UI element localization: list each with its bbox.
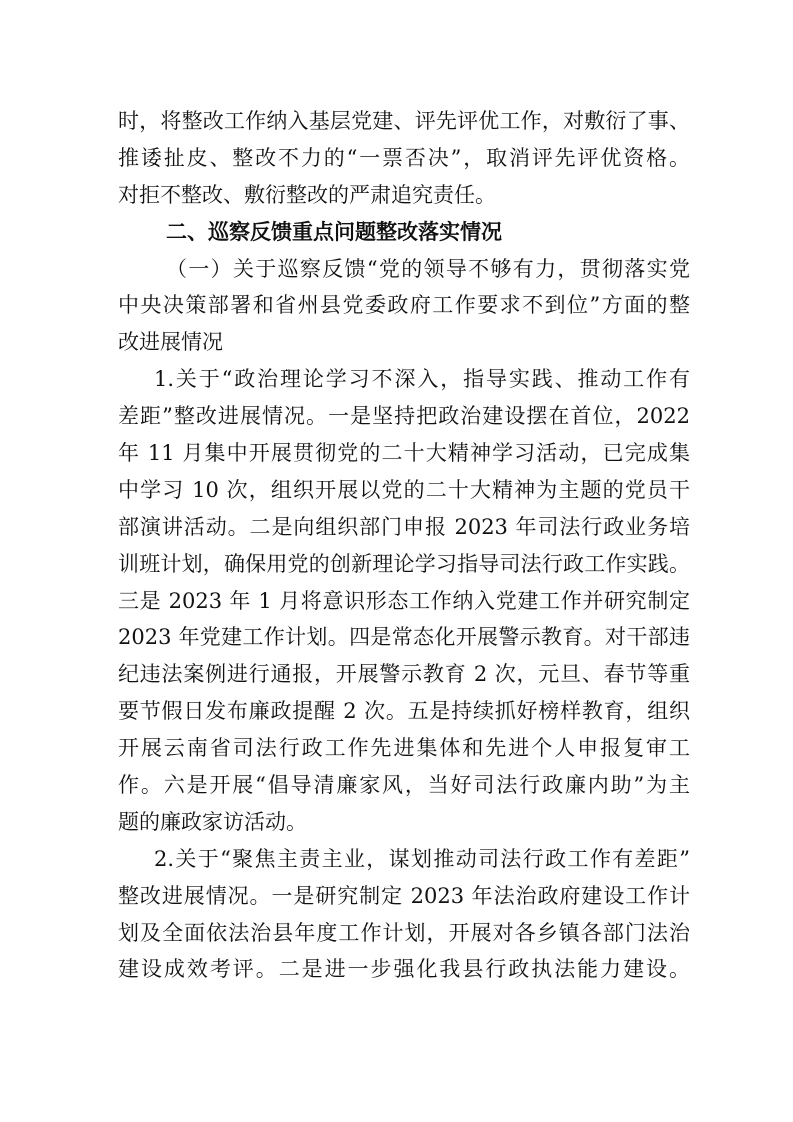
text-line: 部演讲活动。二是向组织部门申报 2023 年司法行政业务培 bbox=[118, 514, 690, 539]
section-heading bbox=[118, 214, 690, 251]
text-line: 时，将整改工作纳入基层党建、评先评优工作，对敷衍了事、 bbox=[118, 109, 690, 133]
text-line: 整改进展情况。一是研究制定 2023 年法治政府建设工作计 bbox=[118, 883, 690, 908]
text-line: 训班计划，确保用党的创新理论学习指导司法行政工作实践。 bbox=[118, 551, 690, 576]
text-line: 中央决策部署和省州县党委政府工作要求不到位”方面的整 bbox=[118, 293, 690, 318]
text-line: 要节假日发布廉政提醒 2 次。五是持续抓好榜样教育，组织 bbox=[118, 699, 690, 724]
text-line: （一）关于巡察反馈“党的领导不够有力，贯彻落实党 bbox=[166, 256, 690, 281]
paragraph bbox=[118, 103, 690, 214]
text-line: 划及全面依法治县年度工作计划，开展对各乡镇各部门法治 bbox=[118, 920, 690, 945]
text-line: 三是 2023 年 1 月将意识形态工作纳入党建工作并研究制定 bbox=[118, 588, 690, 613]
text-line: 差距”整改进展情况。一是坚持把政治建设摆在首位，2022 bbox=[118, 404, 690, 429]
text-line: 建设成效考评。二是进一步强化我县行政执法能力建设。 bbox=[118, 957, 690, 982]
paragraph bbox=[118, 361, 690, 841]
text-line: 年 11 月集中开展贯彻党的二十大精神学习活动，已完成集 bbox=[118, 441, 690, 466]
text-line: 对拒不整改、敷衍整改的严肃追究责任。 bbox=[118, 182, 496, 207]
paragraph bbox=[118, 841, 690, 989]
text-line: 改进展情况 bbox=[118, 330, 223, 355]
text-line: 2.关于“聚焦主责主业，谋划推动司法行政工作有差距” bbox=[154, 846, 690, 871]
document-page bbox=[118, 103, 690, 988]
text-line: 推诿扯皮、整改不力的“一票否决”，取消评先评优资格。 bbox=[118, 145, 690, 170]
text-line: 中学习 10 次，组织开展以党的二十大精神为主题的党员干 bbox=[118, 477, 690, 502]
text-line: 题的廉政家访活动。 bbox=[118, 809, 307, 834]
text-line: 作。六是开展“倡导清廉家风，当好司法行政廉内助”为主 bbox=[118, 773, 690, 798]
text-line: 2023 年党建工作计划。四是常态化开展警示教育。对干部违 bbox=[118, 625, 690, 650]
text-line: 开展云南省司法行政工作先进集体和先进个人申报复审工 bbox=[118, 736, 690, 761]
subsection-heading bbox=[118, 251, 690, 362]
text-line: 纪违法案例进行通报，开展警示教育 2 次，元旦、春节等重 bbox=[118, 662, 690, 687]
text-line: 1.关于“政治理论学习不深入，指导实践、推动工作有 bbox=[154, 367, 690, 392]
heading-text: 二、巡察反馈重点问题整改落实情况 bbox=[166, 219, 502, 244]
